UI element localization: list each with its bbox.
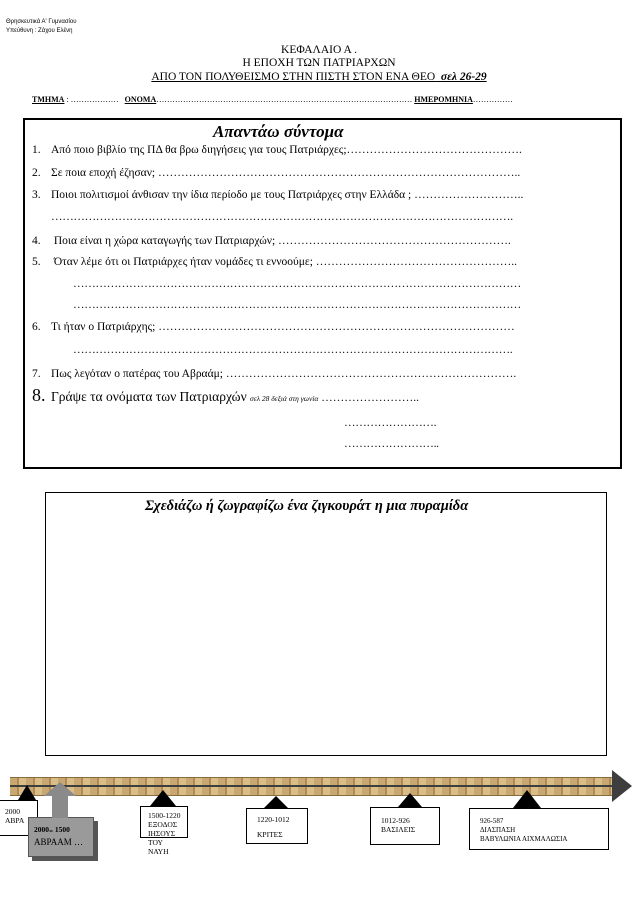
question-text: Ποιοι πολιτισμοί άνθισαν την ίδια περίοδο με τους Πατριάρχες στην Ελλάδα ; ………………………..	[51, 189, 524, 201]
question-3	[32, 188, 523, 202]
timeline-arrowhead	[612, 770, 632, 802]
callout-label: ΒΑΒΥΛΩΝΙΑ ΑΙΧΜΑΛΩΣΙΑ	[480, 835, 568, 843]
questions-heading: Απαντάω σύντομα	[213, 122, 344, 141]
date-field[interactable]: ……………	[472, 95, 513, 104]
page-reference: σελ 26-29	[440, 71, 487, 83]
question-number: 7.	[32, 368, 41, 380]
question-text: Σε ποια εποχή έζησαν; …………………………………………………………………………………..	[51, 167, 521, 179]
question-8	[32, 385, 419, 406]
question-4	[32, 234, 511, 248]
callout-label: ΙΗΣΟΥΣ	[148, 829, 176, 838]
answer-line-q8b[interactable]: ……………………..	[344, 438, 439, 450]
callout-date: 2000	[5, 807, 20, 816]
chapter-topic-text: ΑΠΟ ΤΟΝ ΠΟΛΥΘΕΙΣΜΟ ΣΤΗΝ ΠΙΣΤΗ ΣΤΟΝ ΕΝΑ ΘΕΟ	[151, 71, 436, 83]
name-field[interactable]: ……………………………………………………………………………………	[156, 95, 413, 104]
callout-5-arrow-icon	[513, 790, 541, 808]
question-6	[32, 320, 515, 334]
date-label: ΗΜΕΡΟΜΗΝΙΑ	[414, 95, 473, 104]
callout-date: 926-587	[480, 817, 504, 825]
callout-0-arrow-icon	[18, 785, 36, 800]
callout-date: 2000- 1500	[34, 823, 70, 837]
question-number: 5.	[32, 256, 41, 268]
question-text: Ποια είναι η χώρα καταγωγής των Πατριαρχών; …………………………………………………….	[51, 235, 511, 247]
callout-label: ΒΑΣΙΛΕΙΣ	[381, 825, 416, 834]
question-text: Πως λεγόταν ο πατέρας του Αβραάμ; ………………………………………………………………….	[51, 368, 517, 380]
callout-2-arrow-icon	[150, 790, 176, 806]
callout-label: ΑΒΡΑ	[5, 816, 25, 825]
timeline-callout-judges	[246, 808, 308, 844]
question-5	[32, 255, 517, 269]
callout-label: ΕΞΟΔΟΣ	[148, 820, 178, 829]
callout-label: ΤΟΥ	[148, 838, 163, 847]
question-number: 8.	[32, 385, 46, 405]
class-label: ΤΜΗΜΑ	[32, 95, 65, 104]
chapter-subtitle: Η ΕΠΟΧΗ ΤΩΝ ΠΑΤΡΙΑΡΧΩΝ	[242, 57, 396, 69]
name-label: ΟΝΟΜΑ	[124, 95, 157, 104]
student-info-line	[32, 95, 513, 104]
answer-line-q6[interactable]: ……………………………………………………………………………………………………….	[73, 344, 513, 356]
question-text: Γράψε τα ονόματα των Πατριαρχών	[51, 389, 251, 404]
chapter-title: ΚΕΦΑΛΑΙΟ Α .	[281, 44, 357, 56]
question-text: Από ποιο βιβλίο της ΠΔ θα βρω διηγήσεις για τους Πατριάρχες;……………………………………….	[51, 144, 522, 156]
course-label: Θρησκευτικά Α' Γυμνασίου	[6, 19, 77, 25]
class-field[interactable]: : ………………	[64, 95, 119, 104]
question-number: 6.	[32, 321, 41, 333]
timeline-callout-kings	[370, 807, 440, 845]
callout-label: ΝΑΥΗ	[148, 847, 169, 856]
callout-date: 1220-1012	[257, 815, 290, 824]
question-number: 3.	[32, 189, 41, 201]
teacher-label: Υπεύθυνη : Ζάχου Ελένη	[6, 28, 73, 34]
drawing-title: Σχεδιάζω ή ζωγραφίζω ένα ζιγκουράτ η μια πυραμίδα	[145, 498, 469, 514]
drawing-box[interactable]	[45, 492, 607, 756]
question-number: 2.	[32, 167, 41, 179]
answer-line-q3[interactable]: …………………………………………………………………………………………………………….	[51, 211, 513, 223]
callout-4-arrow-icon	[398, 793, 422, 807]
callout-label: ΑΒΡΑΑΜ …	[34, 837, 83, 847]
callout-label: ΔΙΑΣΠΑΣΗ	[480, 826, 516, 834]
answer-line-q5b[interactable]: …………………………………………………………………………………………………………	[73, 299, 522, 311]
timeline-callout-abraham	[28, 817, 94, 857]
callout-date: 1500-1220	[148, 811, 181, 820]
callout-1-arrow-icon	[44, 782, 76, 796]
callout-1-stem	[52, 794, 68, 818]
question-2	[32, 166, 520, 180]
callout-label: ΚΡΙΤΕΣ	[257, 830, 283, 839]
timeline-callout-exile	[469, 808, 609, 850]
callout-3-arrow-icon	[264, 796, 288, 808]
chapter-topic	[0, 71, 638, 84]
answer-line-q8[interactable]: ……………………..	[318, 392, 419, 404]
callout-date: 1012-926	[381, 816, 410, 825]
question-7	[32, 367, 516, 381]
answer-line-q8a[interactable]: …………………….	[344, 417, 437, 429]
question-number: 1.	[32, 144, 41, 156]
question-1	[32, 143, 522, 157]
question-number: 4.	[32, 235, 41, 247]
callout-2-text	[148, 811, 181, 856]
question-note: σελ 28 δεξιά στη γωνία	[250, 394, 319, 403]
question-text: Όταν λέμε ότι οι Πατριάρχες ήταν νομάδες τι εννοούμε; ……………………………………………..	[51, 256, 518, 268]
answer-line-q5a[interactable]: …………………………………………………………………………………………………………	[73, 278, 522, 290]
question-text: Τι ήταν ο Πατριάρχης; …………………………………………………………………………………	[51, 321, 515, 333]
